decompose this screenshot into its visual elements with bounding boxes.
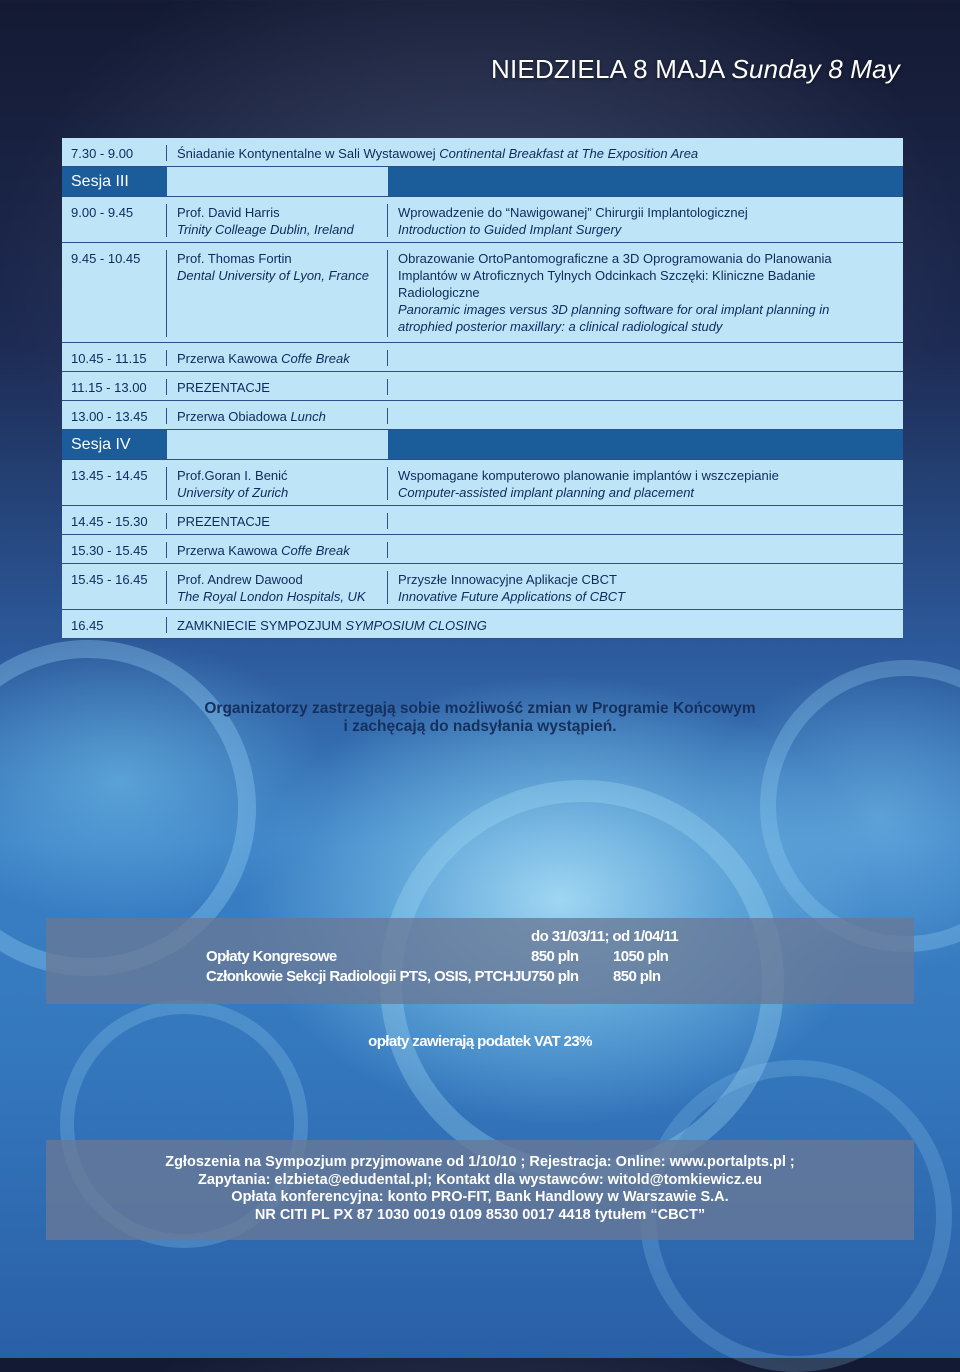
speaker-cell [167, 204, 388, 237]
time-cell: 15.30 - 15.45 [62, 542, 167, 558]
speaker-name: Prof. Andrew Dawood [177, 572, 303, 587]
time-cell: 9.00 - 9.45 [62, 204, 167, 237]
table-row [62, 610, 903, 639]
speaker-name: Prof.Goran I. Benić [177, 468, 288, 483]
table-row [62, 401, 903, 430]
fees-header: do 31/03/11; od 1/04/11 [531, 928, 679, 945]
speaker-name: Prof. David Harris [177, 205, 280, 220]
time-cell: 16.45 [62, 617, 167, 633]
table-row [62, 506, 903, 535]
title-en: Sunday 8 May [731, 54, 900, 84]
fee-late: 850 pln [613, 968, 661, 985]
fee-label: Członkowie Sekcji Radiologii PTS, OSIS, PTCHJU [206, 968, 531, 985]
time-cell: 15.45 - 16.45 [62, 571, 167, 604]
table-row [62, 197, 903, 243]
session-label: Sesja III [71, 172, 129, 190]
time-cell: 7.30 - 9.00 [62, 145, 167, 161]
event-cell: PREZENTACJE [167, 513, 388, 529]
speaker-cell [167, 571, 388, 604]
speaker-affiliation: The Royal London Hospitals, UK [177, 589, 366, 604]
fee-label: Opłaty Kongresowe [206, 948, 337, 965]
table-row [62, 343, 903, 372]
program-notice: Organizatorzy zastrzegają sobie możliwość zmian w Programie Końcowym i zachęcają do nadsyłania wystąpień. [204, 700, 756, 735]
speaker-affiliation: University of Zurich [177, 485, 289, 500]
speaker-affiliation: Trinity Colleage Dublin, Ireland [177, 222, 354, 237]
table-row [62, 138, 903, 167]
table-row [62, 564, 903, 610]
event-cell: Śniadanie Kontynentalne w Sali Wystawowej Continental Breakfast at The Exposition Area [177, 146, 699, 161]
time-cell: 11.15 - 13.00 [62, 379, 167, 395]
fee-late: 1050 pln [613, 948, 669, 965]
time-cell: 10.45 - 11.15 [62, 350, 167, 366]
schedule-table [62, 138, 903, 639]
speaker-cell [167, 250, 388, 337]
time-cell: 13.00 - 13.45 [62, 408, 167, 424]
table-row [62, 243, 903, 343]
table-row [62, 460, 903, 506]
event-cell: ZAMKNIECIE SYMPOZJUM SYMPOSIUM CLOSING [177, 618, 487, 633]
topic-cell: Przyszłe Innowacyjne Aplikacje CBCT Innovative Future Applications of CBCT [398, 572, 626, 604]
fee-early: 750 pln [531, 968, 579, 985]
speaker-name: Prof. Thomas Fortin [177, 251, 292, 266]
fee-early: 850 pln [531, 948, 579, 965]
event-cell: Przerwa Kawowa Coffe Break [167, 350, 388, 366]
time-cell: 13.45 - 14.45 [62, 467, 167, 500]
topic-cell: Wprowadzenie do “Nawigowanej” Chirurgii Implantologicznej Introduction to Guided Implant Surgery [398, 205, 748, 237]
vat-note: opłaty zawierają podatek VAT 23% [368, 1033, 592, 1050]
time-cell: 14.45 - 15.30 [62, 513, 167, 529]
session-header [62, 430, 903, 460]
title-pl: NIEDZIELA 8 MAJA [491, 54, 724, 84]
speaker-cell [167, 467, 388, 500]
registration-box: Zgłoszenia na Sympozjum przyjmowane od 1/10/10 ; Rejestracja: Online: www.portalpts.pl ; Zapytania: elzbieta@edudental.pl; Kontakt dla wystawców: witold@tomkiewicz.eu Opłata konferencyjna: konto PRO-FIT, Bank Handlowy w Warszawie S.A. NR CITI PL PX 87 1030 0019 0109 8530 0017 4418 tytułem “CBCT” [46, 1140, 914, 1240]
topic-cell: Obrazowanie OrtoPantomograficzne a 3D Oprogramowania do Planowania Implantów w Atroficznych Tylnych Odcinkach Szczęki: Kliniczne Badanie Radiologiczne Panoramic images versus 3D planning software for oral implant planning in atrophied posterior maxillary: a clinical radiological study [398, 251, 832, 334]
event-cell: Przerwa Kawowa Coffe Break [167, 542, 388, 558]
event-cell: PREZENTACJE [167, 379, 388, 395]
speaker-affiliation: Dental University of Lyon, France [177, 268, 369, 283]
topic-cell: Wspomagane komputerowo planowanie implantów i wszczepianie Computer-assisted implant planning and placement [398, 468, 779, 500]
session-header [62, 167, 903, 197]
session-label: Sesja IV [71, 435, 131, 453]
event-cell: Przerwa Obiadowa Lunch [167, 408, 388, 424]
page-title [491, 54, 900, 85]
table-row [62, 372, 903, 401]
fees-box [46, 918, 914, 1004]
table-row [62, 535, 903, 564]
time-cell: 9.45 - 10.45 [62, 250, 167, 337]
